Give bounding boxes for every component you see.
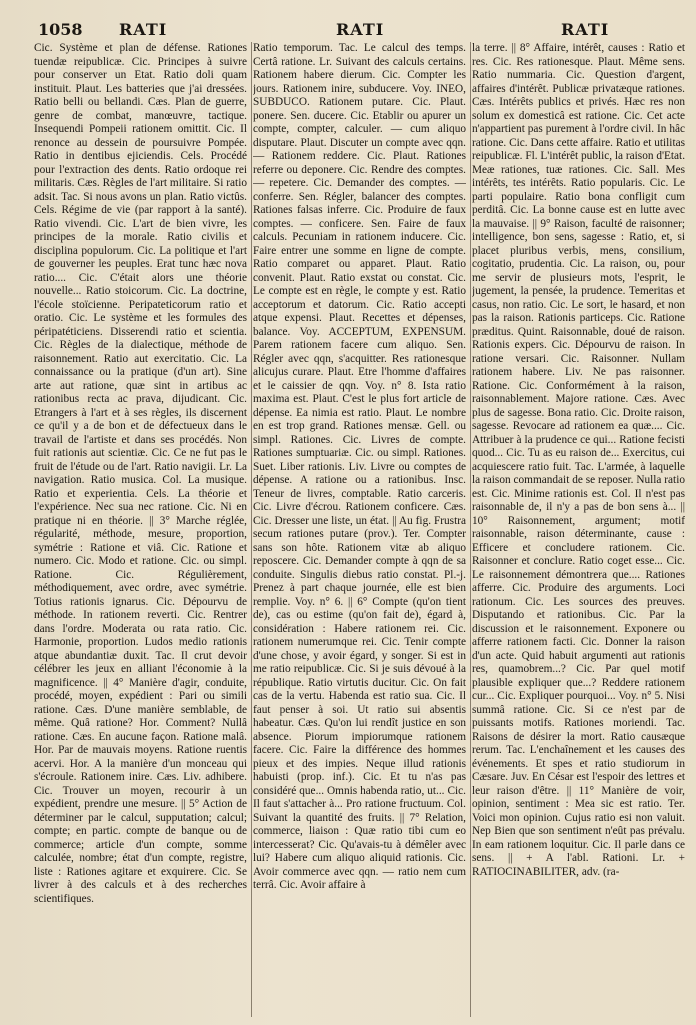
text-column-2: [253, 42, 466, 1020]
page-number: 1058: [38, 20, 83, 39]
text-column-1: [34, 42, 247, 1020]
running-head-center: RATI: [336, 20, 385, 39]
text-column-3: [472, 42, 685, 1020]
text-columns: [34, 42, 686, 1020]
running-head-right: RATI: [561, 20, 610, 39]
column-text: Ratio temporum. Tac. Le calcul des temps. Certâ ratione. Lr. Suivant des calculs certains. Rationem habere dierum. Cic. Compter les jours. Rationem inire, subducere. Voy. INEO, SUBDUCO. Rationem putare. Cic. Plaut. ponere. Sen. ducere. Cic. Etablir ou apurer un compte, compter, calculer. — cum aliquo disputare. Plaut. Discuter un compte avec qqn. — Rationem reddere. Cic. Plaut. Rationes referre ou deponere. Cic. Rendre des comptes. — repetere. Cic. Demander des comptes. — conferre. Sen. Régler, balancer des comptes. Rationes falsas inferre. Cic. Produire de faux comptes. — conficere. Sen. Faire de faux calculs. Pecuniam in rationem inducere. Cic. Faire entrer une somme en ligne de compte. Ratio comparet ou apparet. Plaut. Ratio convenit. Plaut. Ratio exstat ou constat. Cic. Le compte est en règle, le compte y est. Ratio acceptorum et datorum. Cic. Ratio accepti atque expensi. Plaut. Recettes et dépenses, balance. Voy. ACCEPTUM, EXPENSUM. Parem rationem facere cum aliquo. Sen. Régler avec qqn, s'acquitter. Res rationesque alicujus curare. Plaut. Etre l'homme d'affaires et le caissier de qqn. Voy. n° 8. Ista ratio maxima est. Plaut. C'est le plus fort article de dépense. Ea nimia est ratio. Plaut. Le nombre en est trop grand. Rationes mensæ. Gell. ou simpl. Rationes. Cic. Livres de compte. Rationes sumptuariæ. Cic. ou simpl. Rationes. Suet. Liber rationis. Liv. Livre ou comptes de dépense. A ratione ou a rationibus. Insc. Teneur de livres, comptable. Ratio carceris. Cic. Livre d'écrou. Rationem conficere. Cæs. Cic. Dresser une liste, un état. || Au fig. Frustra secum rationes putare (prov.). Ter. Compter sans son hôte. Rationem vitæ ab aliquo reposcere. Cic. Demander compte à qqn de sa conduite. Singulis diebus ratio constat. Pl.-j. Prenez à part chaque journée, elle est bien remplie. Voy. n° 6. || 6° Compte (qu'on tient de), cas ou estime (qu'on fait de), égard à, considération : Habere rationem rei. Cic. rationem numerumque rei. Cic. Tenir compte d'une chose, y avoir égard, y songer. Si est in me ratio reipublicæ. Cic. Si je suis dévoué à la république. Ratio virtutis ducitur. Cic. On fait cas de la vertu. Habenda est ratio sua. Cic. Il faut penser à soi. Ut ratio sui absentis habeatur. Cæs. Qu'on lui rendît justice en son absence. Piorum impiorumque rationem facere. Cic. Faire la différence des hommes pieux et des impies. Neque illud rationis habuisti (prop. inf.). Cic. Et tu n'as pas considéré que... Omnis habenda ratio, ut... Cic. Il faut s'attacher à... Pro ratione fructuum. Col. Suivant la quantité des fruits. || 7° Relation, commerce, liaison : Quæ ratio tibi cum eo intercesserat? Cic. Qu'avais-tu à démêler avec lui? Habere cum aliquo aliquid rationis. Cic. Avoir commerce avec qqn. — ratio nem cum terrâ. Cic. Avoir affaire à: [253, 42, 466, 891]
page-header: [34, 6, 682, 40]
column-text: Cic. Système et plan de défense. Rationes tuendæ reipublicæ. Cic. Principes à suivre pour conserver un Etat. Ratio doli quam instituit. Plaut. Les batteries que j'ai dressées. Ratio belli ou bellandi. Cæs. Plan de guerre, genre de combat, manœuvre, tactique. Insequendi Pompeii rationem omittit. Cic. Il renonce au dessein de poursuivre Pompée. Ratio in dentibus ejiciendis. Cels. Procédé pour l'extraction des dents. Ratio ordoque rei militaris. Cæs. Règles de l'art militaire. Si ratio adsit. Tac. Si nous avons un plan. Ratio victûs. Cels. Régime de vie (par rapport à la santé). Ratio vivendi. Cic. L'art de bien vivre, les principes de la morale. Ratio civilis et disciplina populorum. Cic. La politique et l'art de gouverner les peuples. Erat tunc hæc nova ratio.... Cic. C'était alors une théorie nouvelle... Ratio stoicorum. Cic. La doctrine, l'école stoïcienne. Peripateticorum ratio et oratio. Cic. Le système et les formules des péripatéticiens. Disserendi ratio et scientia. Cic. Règles de la dialectique, méthode de raisonnement. Ratio aut exercitatio. Cic. La connaissance ou la pratique (d'un art). Sine arte aut ratione, quæ sint in artibus ac rationibus recta ac prava, dijudicant. Cic. Etrangers à l'art et à ses règles, ils discernent ce qu'il y a de bon et de défectueux dans le travail de l'artiste et dans ses procédés. Non fuit rationis aut scientiæ. Cic. Ce ne fut pas le fruit de l'étude ou de l'art. Ratio navigii. Lr. La navigation. Ratio musica. Col. La musique. Ratio et experientia. Cels. La théorie et l'expérience. Nec sua nec ratione. Cic. Ni en pratique ni en théorie. || 3° Marche réglée, régularité, méthode, mesure, proportion, symétrie : Ratione et viâ. Cic. Ratione et numero. Cic. Modo et ratione. Cic. ou simpl. Ratione. Cic. Régulièrement, méthodiquement, avec ordre, avec symétrie. Totius rationis ignarus. Cic. Dépourvu de méthode. In rationem reverti. Cic. Rentrer dans l'ordre. Moderata ou rata ratio. Cic. Harmonie, proportion. Ludos medio rationis atque abundantiæ duxit. Tac. Il crut devoir célébrer les jeux en alliant l'économie à la magnificence. || 4° Manière d'agir, conduite, procédé, moyen, expédient : Pari ou simili ratione. Cæs. D'une manière semblable, de même. Quâ ratione? Hor. Comment? Nullâ ratione. Cæs. En aucune façon. Ratione malâ. Hor. Par de mauvais moyens. Ratione ruentis acervi. Hor. A la manière d'un monceau qui s'écroule. Rationem inire. Cæs. Liv. adhibere. Cic. Trouver un moyen, recourir à un expédient, prendre une mesure. || 5° Action de déterminer par le calcul, supputation; calcul; compte; en partic. compte de banque ou de commerce; article d'un compte, somme calculée, nombre; état d'un compte, registre, liste : Rationes agitare et exquirere. Cic. Se livrer à des calculs et à des recherches scientifiques.: [34, 42, 247, 905]
column-text: la terre. || 8° Affaire, intérêt, causes : Ratio et res. Cic. Res rationesque. Plaut. Même sens. Ratio nummaria. Cic. Question d'argent, affaires d'intérêt. Publicæ privatæque rationes. Cæs. Intérêts publics et privés. Hæc res non solum ex domesticâ est ratione. Cic. Cet acte n'appartient pas purement à l'ordre civil. In hâc ratione. Cic. Dans cette affaire. Ratio et utilitas reipublicæ. Fl. L'intérêt public, la raison d'Etat. Meæ rationes, tuæ rationes. Cic. Sall. Mes intérêts, tes intérêts. Ratio popularis. Cic. Le parti populaire. Ratio bona confligit cum perditâ. Cic. La bonne cause est en lutte avec la mauvaise. || 9° Raison, faculté de raisonner; intelligence, bon sens, sagesse : Ratio, et, si placet pluribus verbis, mens, consilium, cogitatio, prudentia. Cic. La raison, ou, pour me servir de plusieurs mots, l'esprit, le jugement, la pensée, la prudence. Temeritas et casus, non ratio. Cic. Le sort, le hasard, et non pas la raison. Rationis particeps. Cic. Ratione præditus. Quint. Raisonnable, doué de raison. Rationis expers. Cic. Dépourvu de raison. In ratione versari. Cic. Raisonner. Nullam rationem habere. Liv. Ne pas raisonner. Ratione. Cic. Conformément à la raison, raisonnablement. Majore ratione. Cæs. Avec plus de sagesse. Bona ratio. Cic. Droite raison, sagesse. Revocare ad rationem ea quæ.... Cic. Attribuer à la prudence ce qui... Ratione fecisti quod... Cic. Tu as eu raison de... Exercitus, cui acquiescere ratio fuit. Tac. L'armée, à laquelle la raison commandait de se reposer. Nulla ratio est. Cic. Minime rationis est. Col. Il n'est pas raisonnable de, il n'y a pas de bon sens à... || 10° Raisonnement, argument; motif raisonnable, raison déterminante, cause : Efficere et concludere rationem. Cic. Raisonner et conclure. Ratio coget esse... Cic. Le raisonnement démontrera que.... Rationes afferre. Cic. Produire des arguments. Loci rationum. Cic. Les sources des preuves. Disputando et rationibus. Cic. Par la discussion et le raisonnement. Exponere ou afferre rationem facti. Cic. Donner la raison d'un acte. Quid habuit argumenti aut rationis res, quamobrem...? Cic. Par quel motif plausible expliquer que...? Reddere rationem cur... Cic. Expliquer pourquoi... Voy. n° 5. Nisi summâ ratione. Cic. Si ce n'est par de puissants motifs. Rationes moriendi. Tac. Raisons de désirer la mort. Ratio causæque rerum. Tac. L'enchaînement et les causes des événements. Et spes et ratio studiorum in Cæsare. Juv. En César est l'espoir des lettres et leur raison d'être. || 11° Manière de voir, opinion, sentiment : Mea sic est ratio. Ter. Voici mon opinion. Cujus ratio esi non valuit. Nep Bien que son sentiment n'eût pas prévalu. In eam rationem loquitur. Cic. Il parle dans ce sens. || + A l'abl. Rationi. Lr. + RATIOCINABILITER, adv. (ra-: [472, 42, 685, 878]
running-head-left: RATI: [119, 20, 168, 39]
